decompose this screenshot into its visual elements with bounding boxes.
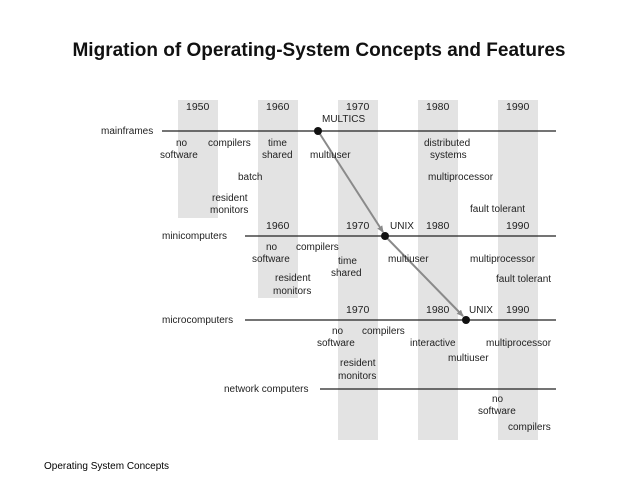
micro-year-1970: 1970 <box>346 304 370 316</box>
multics-label: MULTICS <box>322 114 366 125</box>
mini-monitors: monitors <box>273 286 312 297</box>
mainframe-distributed: distributed <box>424 138 471 149</box>
mini-shared: shared <box>331 268 362 279</box>
footer-text: Operating System Concepts <box>44 461 170 472</box>
micro-no: no <box>332 326 344 337</box>
mainframe-software: software <box>160 150 198 161</box>
mainframe-shared: shared <box>262 150 293 161</box>
mainframe-monitors: monitors <box>210 205 249 216</box>
mainframe-resident: resident <box>212 193 248 204</box>
mini-multiprocessor: multiprocessor <box>470 254 536 265</box>
mini-compilers: compilers <box>296 242 339 253</box>
minicomputers-label: minicomputers <box>162 231 228 242</box>
mainframe-year-1950: 1950 <box>186 101 210 113</box>
micro-year-1990: 1990 <box>506 304 530 316</box>
network-software: software <box>478 406 516 417</box>
mainframe-systems: systems <box>430 150 467 161</box>
mini-year-1980: 1980 <box>426 220 450 232</box>
mini-time: time <box>338 256 357 267</box>
microcomputers-label: microcomputers <box>162 315 234 326</box>
mini-year-1960: 1960 <box>266 220 290 232</box>
mainframe-multiuser: multiuser <box>310 150 351 161</box>
mainframe-year-1970: 1970 <box>346 101 370 113</box>
mainframe-multiprocessor: multiprocessor <box>428 172 494 183</box>
page-title: Migration of Operating-System Concepts and Features <box>72 40 566 61</box>
network-computers-label: network computers <box>224 384 309 395</box>
unix-mini-milestone-dot <box>381 232 389 240</box>
mainframe-no: no <box>176 138 188 149</box>
mainframe-batch: batch <box>238 172 263 183</box>
micro-multiprocessor: multiprocessor <box>486 338 552 349</box>
mini-year-1970: 1970 <box>346 220 370 232</box>
micro-interactive: interactive <box>410 338 456 349</box>
micro-resident: resident <box>340 358 376 369</box>
band-1960 <box>258 100 298 298</box>
mainframe-time: time <box>268 138 287 149</box>
mainframe-year-1980: 1980 <box>426 101 450 113</box>
mini-fault-tolerant: fault tolerant <box>496 274 552 285</box>
mainframe-year-1990: 1990 <box>506 101 530 113</box>
micro-year-1980: 1980 <box>426 304 450 316</box>
unix-mini-label: UNIX <box>390 221 414 232</box>
mini-year-1990: 1990 <box>506 220 530 232</box>
micro-compilers: compilers <box>362 326 405 337</box>
mini-multiuser: multiuser <box>388 254 429 265</box>
micro-software: software <box>317 338 355 349</box>
mainframe-year-1960: 1960 <box>266 101 290 113</box>
mini-resident: resident <box>275 273 311 284</box>
network-compilers: compilers <box>508 422 551 433</box>
mini-no: no <box>266 242 278 253</box>
unix-micro-label: UNIX <box>469 305 493 316</box>
mainframe-fault-tolerant: fault tolerant <box>470 204 526 215</box>
mainframe-compilers: compilers <box>208 138 251 149</box>
micro-monitors: monitors <box>338 371 377 382</box>
mini-software: software <box>252 254 290 265</box>
mainframes-label: mainframes <box>101 126 154 137</box>
network-no: no <box>492 394 504 405</box>
multics-milestone-dot <box>314 127 322 135</box>
unix-micro-milestone-dot <box>462 316 470 324</box>
micro-multiuser: multiuser <box>448 353 489 364</box>
